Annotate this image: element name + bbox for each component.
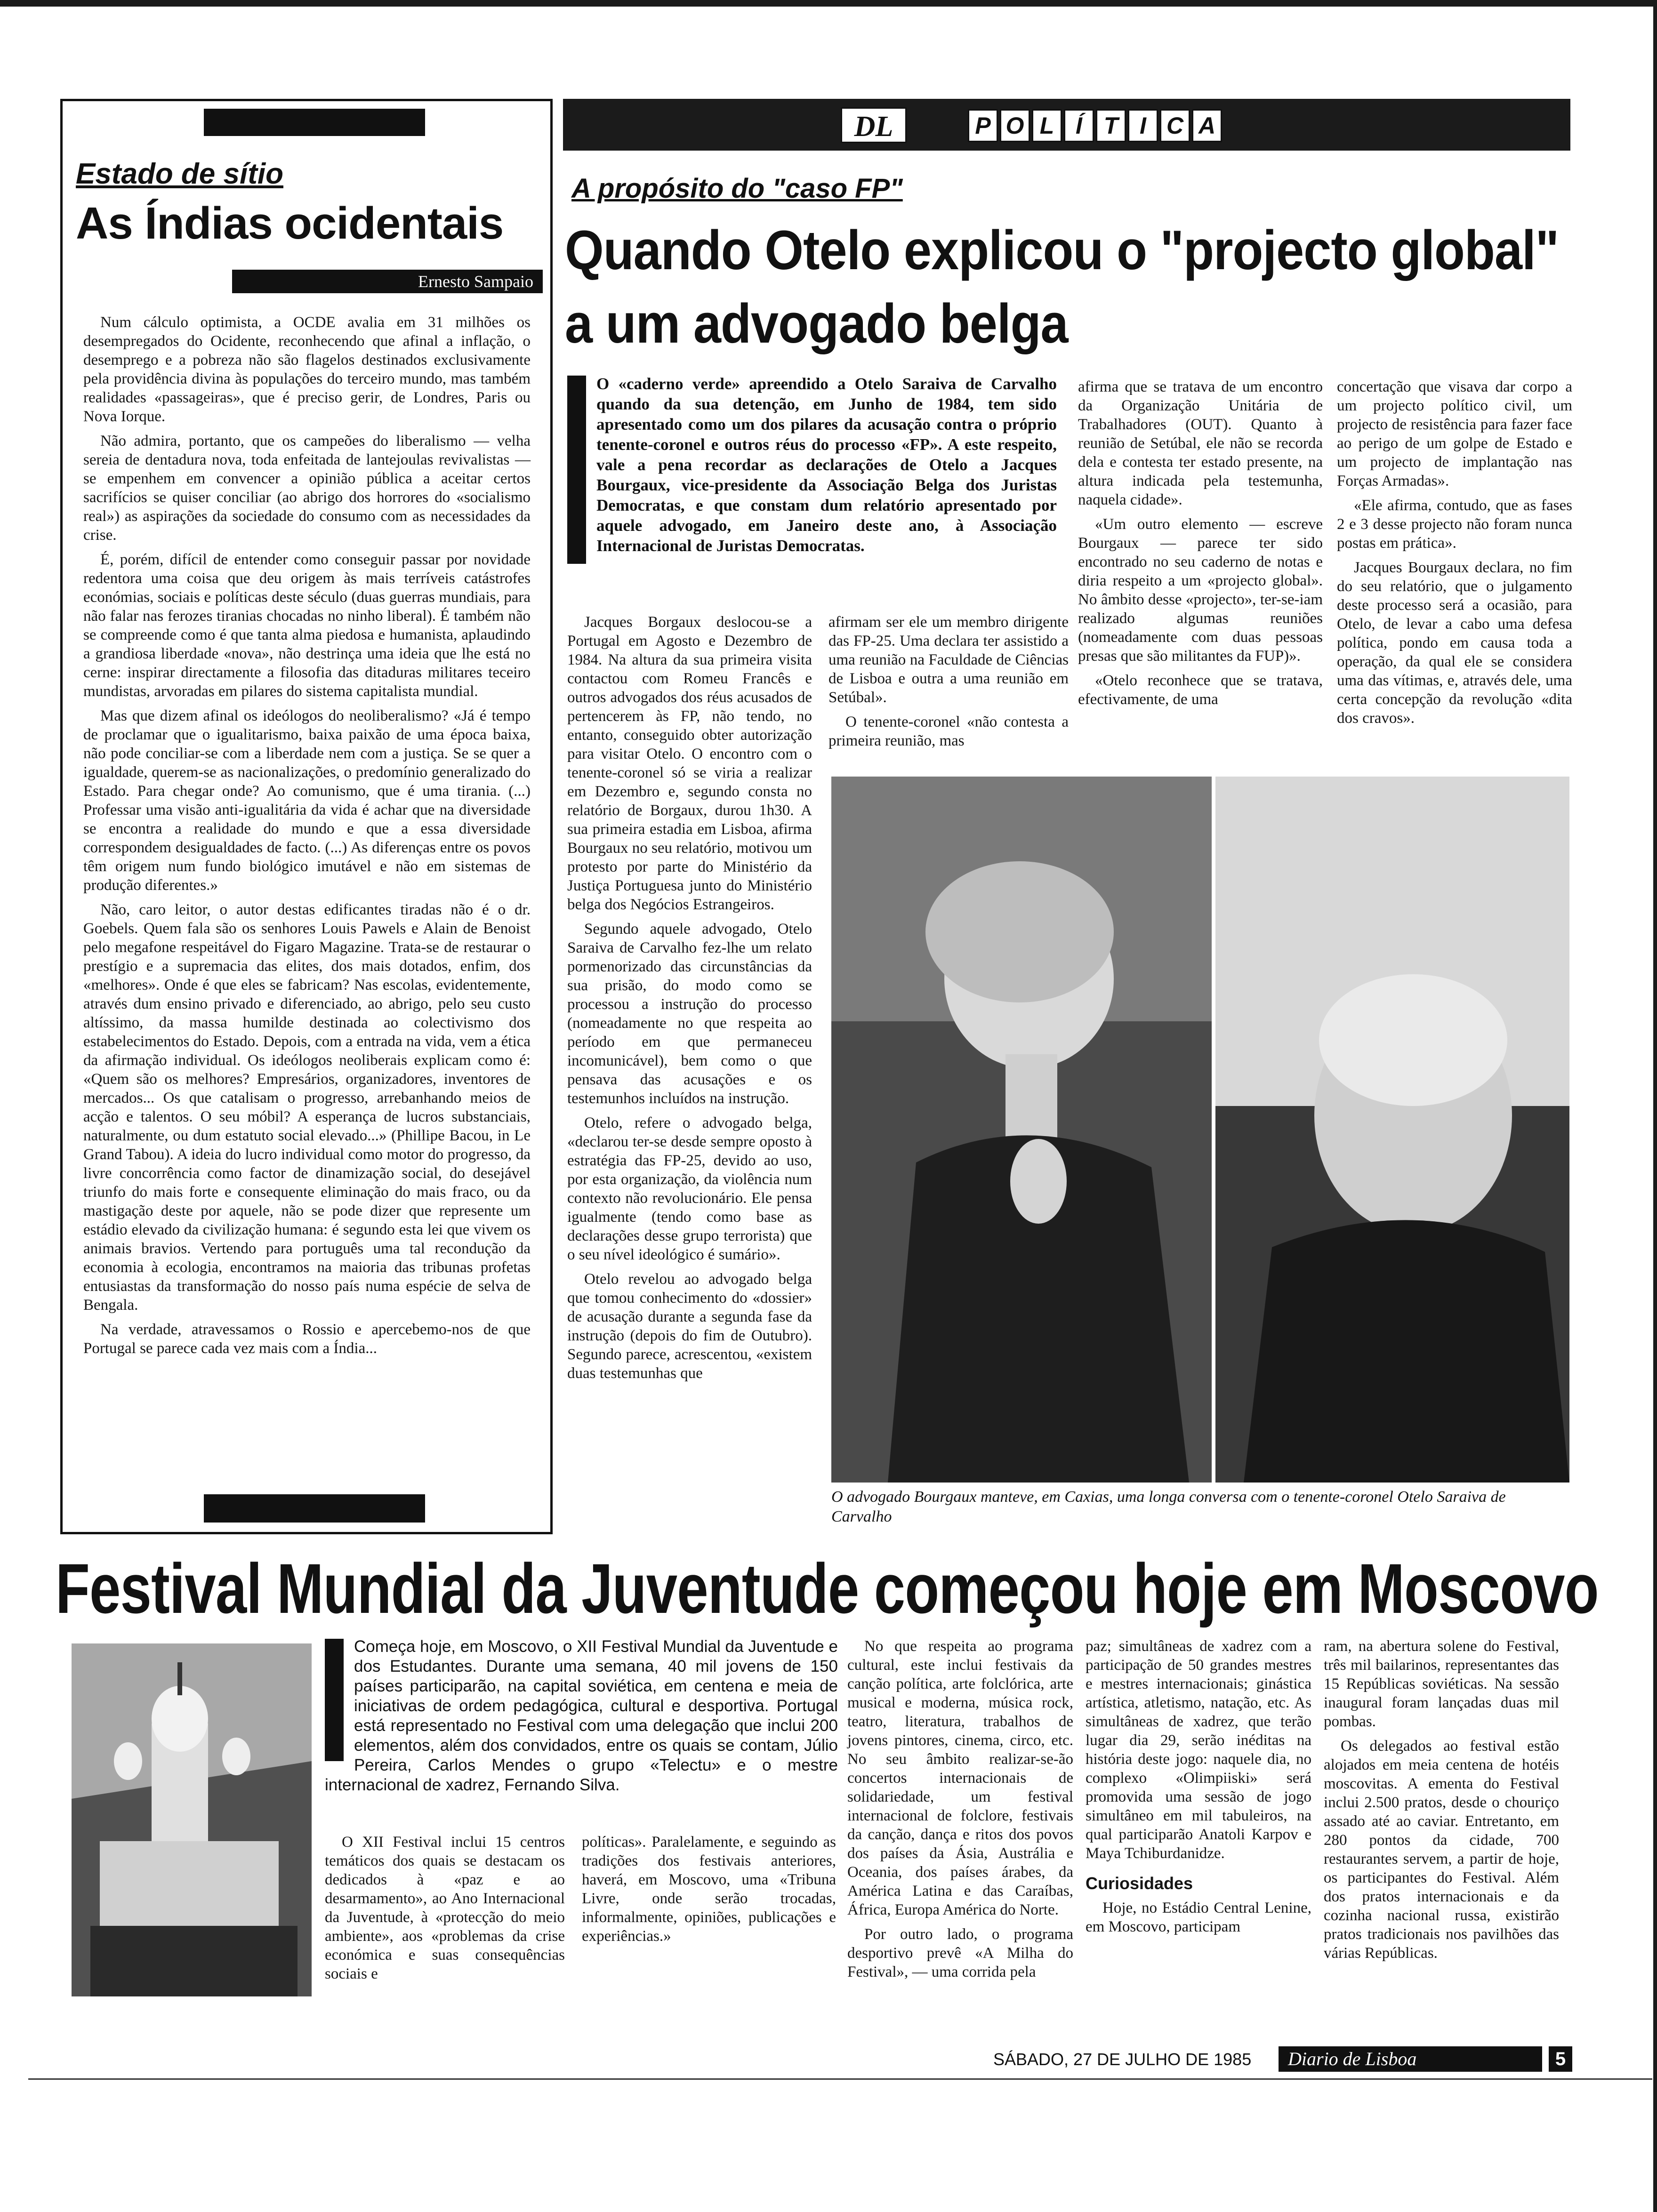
left-title: As Índias ocidentais <box>76 198 504 248</box>
page-top-rule <box>0 0 1657 7</box>
left-paragraph: Num cálculo optimista, a OCDE avalia em 31 milhões os desempregados do Ocidente, reconhecendo que afinal a inflação, o desemprego e a pobreza não são flagelos destinados exclusivamente pela providência divina às populações do terceiro mundo, mas também realidades «passageiras», que é preciso gerir, de Londres, Paris ou Nova Iorque. <box>83 314 531 425</box>
section-masthead <box>563 99 1570 151</box>
otelo-paragraph: «Um outro elemento — escreve Bourgaux — parece ter sido encontrado no seu caderno de notas e diria respeito a um «projecto global». No âmbito desse «projecto», ter-se-iam realizado algumas reuniões (nomeadamente com duas pessoas presas que são militantes da FUP)». <box>1078 516 1323 665</box>
festival-paragraph: Por outro lado, o programa desportivo prevê «A Milha do Festival», — uma corrida pela <box>847 1926 1073 1980</box>
otelo-headline-line1: Quando Otelo explicou o "projecto global" <box>565 219 1559 281</box>
section-letter: T <box>1096 109 1126 142</box>
otelo-col-a <box>567 613 812 1388</box>
otelo-col-b <box>828 613 1069 756</box>
otelo-headline-line2: a um advogado belga <box>565 293 1068 355</box>
otelo-paragraph: Jacques Bourgaux declara, no fim do seu relatório, que o julgamento deste processo será a ocasião, para Otelo, de levar a cabo uma defesa política, pondo em causa toda a operação, da qual ele se considera uma das vítimas, e, através dele, uma certa concepção da revolução «dita dos cravos». <box>1337 559 1572 727</box>
otelo-photo-drawing <box>1215 777 1569 1483</box>
otelo-paragraph: concertação que visava dar corpo a um projecto político civil, um projecto de resistência para fazer face ao perigo de um golpe de Estado e um projecto de implantação nas Forças Armadas». <box>1337 378 1572 489</box>
footer-page-number: 5 <box>1549 2046 1572 2072</box>
festival-paragraph: Os delegados ao festival estão alojados em meia centena de hotéis moscovitas. A ementa do Festival inclui 2.500 pratos, desde o chouriço assado até ao caviar. Entretanto, em 280 pontos da cidade, 700 restaurantes servem, a partir de hoje, os participantes do Festival. Além dos pratos internacionais e da cozinha nacional russa, existirão pratos tradicionais nos pavilhões das várias Repúblicas. <box>1324 1738 1559 1962</box>
photo-caption: O advogado Bourgaux manteve, em Caxias, uma longa conversa com o tenente-coronel Otelo Saraiva de Carvalho <box>831 1488 1506 1525</box>
otelo-paragraph: Jacques Borgaux deslocou-se a Portugal em Agosto e Dezembro de 1984. Na altura da sua primeira visita contactou com Romeu Francês e outros advogados dos réus acusados de pertencerem às FP, não tendo, no entanto, conseguido obter autorização para visitar Otelo. O encontro com o tenente-coronel só se viria a realizar em Dezembro e, segundo consta no relatório de Borgaux, durou 1h30. A sua primeira estadia em Lisboa, afirma Bourgaux no seu relatório, motivou um protesto por parte do Ministério da Justiça Portuguesa junto do Ministério belga dos Negócios Estrangeiros. <box>567 614 812 913</box>
kicker: Estado de sítio <box>76 158 283 190</box>
page-bottom-rule <box>28 2078 1652 2080</box>
bourgaux-photo <box>831 777 1212 1483</box>
festival-col-d <box>1086 1637 1311 1942</box>
otelo-lead-block <box>567 374 1057 564</box>
otelo-col-d <box>1337 377 1572 733</box>
otelo-lead: O «caderno verde» apreendido a Otelo Saraiva de Carvalho quando da sua detenção, em Junho de 1984, tem sido apresentado como um dos pilares da acusação contra o próprio tenente-coronel e outros réus do processo «FP». A este respeito, vale a pena recordar as declarações de Otelo a Jacques Bourgaux, vice-presidente da Associação Belga dos Juristas Democratas, e que constam dum relatório apresentado por aquele advogado, em Janeiro deste ano, à Associação Internacional de Juristas Democratas. <box>596 375 1057 555</box>
moscow-church-photo <box>72 1643 312 1996</box>
festival-paragraph: políticas». Paralelamente, e seguindo as tradições dos festivais anteriores, haverá, em Moscovo, uma «Tribuna Livre, onde serão trocadas, informalmente, opiniões, publicações e experiências.» <box>582 1834 836 1945</box>
left-paragraph: Na verdade, atravessamos o Rossio e apercebemo-nos de que Portugal se parece cada vez mais com a Índia... <box>83 1321 531 1357</box>
section-letter: C <box>1160 109 1190 142</box>
footer-date: SÁBADO, 27 DE JULHO DE 1985 <box>993 2050 1252 2069</box>
left-paragraph: É, porém, difícil de entender como conseguir passar por novidade redentora uma coisa que deu origem às mais terríveis catástrofes económias, sociais e políticas deste século (duas guerras mundiais, para não falar nas ferozes tiranias chocadas no ninho liberal). É também não se compreende como é que tanta alma piedosa e humanista, aplaudindo a grandiosa liberdade «nova», não destrinça uma ideia que lhe está no cerne: inspirar directamente a filosofia das ditaduras militares teceiro mundistas, arvoradas em pilares do sistema capitalista mundial. <box>83 551 531 700</box>
otelo-kicker: A propósito do "caso FP" <box>571 173 903 204</box>
otelo-paragraph: afirmam ser ele um membro dirigente das FP-25. Uma declara ter assistido a uma reunião na Faculdade de Ciências de Lisboa e outra a uma reunião em Setúbal». <box>828 614 1069 706</box>
church-photo-drawing <box>72 1643 312 1996</box>
left-column-box <box>60 99 553 1534</box>
festival-lead-block <box>325 1637 838 1795</box>
festival-paragraph: paz; simultâneas de xadrez com a participação de 50 grandes mestres e mestres internacionais; ginástica artística, atletismo, natação, etc. As simultâneas de xadrez, que terão lugar dia 29, serão inéditas na história deste jogo: naquele dia, no complexo «Olimpiiski» será promovida uma sessão de jogo simultâneo em mil tabuleiros, na qual participarão Anatoli Karpov e Maya Tchiburdanidze. <box>1086 1638 1311 1862</box>
left-paragraph: Não admira, portanto, que os campeões do liberalismo — velha sereia de dentadura nova, toda enfeitada de lantejoulas revivalistas — se empenhem em convencer a opinião pública a aceitar certos sacrifícios se quiser conciliar (ao abrigo dos horrores do «socialismo real») as aspirações da sociedade do consumo com as necessidades da crise. <box>83 433 531 544</box>
left-bottom-black-bar <box>204 1494 425 1523</box>
otelo-paragraph: «Ele afirma, contudo, que as fases 2 e 3 desse projecto não foram nunca postas em prática». <box>1337 497 1572 552</box>
section-title-letters <box>968 109 1224 142</box>
festival-paragraph: O XII Festival inclui 15 centros temáticos dos quais se destacam os dedicados à «paz e ao desarmamento», ao Ano Internacional da Juventude, à «protecção do meio ambiente», aos «problemas da crise económica e suas consequências sociais e <box>325 1834 565 1982</box>
otelo-paragraph: afirma que se tratava de um encontro da Organização Unitária de Trabalhadores (OUT). Quanto à reunião de Setúbal, ele não se recorda dela e contesta ter estado presente, na altura indicada pela testemunha, naquela cidade». <box>1078 378 1323 508</box>
festival-paragraph: ram, na abertura solene do Festival, três mil bailarinos, representantes das 15 Repúblicas soviéticas. Na sessão inaugural foram lançadas duas mil pombas. <box>1324 1638 1559 1730</box>
section-letter: P <box>968 109 998 142</box>
section-letter: L <box>1032 109 1062 142</box>
otelo-paragraph: Otelo, refere o advogado belga, «declarou ter-se desde sempre oposto à estratégia das FP-25, devido ao uso, por esta organização, da violência num contexto não revolucionário. Ele pensa igualmente (tendo como base as declarações desse grupo terrorista) que o seu nível ideológico é sumário». <box>567 1114 812 1263</box>
section-letter: O <box>1000 109 1030 142</box>
left-top-black-bar <box>204 109 425 136</box>
otelo-col-c <box>1078 377 1323 714</box>
festival-paragraph: Hoje, no Estádio Central Lenine, em Moscovo, participam <box>1086 1899 1311 1935</box>
festival-col-a <box>325 1833 565 1989</box>
otelo-paragraph: Otelo revelou ao advogado belga que tomou conhecimento do «dossier» de acusação durante a segunda fase da instrução (depois do fim de Outubro). Segundo parece, acrescentou, «existem duas testemunhas que <box>567 1271 812 1382</box>
lead-drop-bar <box>567 376 586 564</box>
otelo-paragraph: «Otelo reconhece que se tratava, efectivamente, de uma <box>1078 672 1323 708</box>
page-right-rule <box>1653 0 1657 2212</box>
dl-logo: DL <box>841 107 907 143</box>
festival-col-c <box>847 1637 1073 1987</box>
bourgaux-photo-drawing <box>831 777 1212 1483</box>
author-name: Ernesto Sampaio <box>418 272 533 291</box>
festival-col-b <box>582 1833 836 1951</box>
otelo-paragraph: O tenente-coronel «não contesta a primeira reunião, mas <box>828 713 1069 749</box>
left-paragraph: Mas que dizem afinal os ideólogos do neoliberalismo? «Já é tempo de proclamar que o igualitarismo, baixa paixão de uma época baixa, não pode conciliar-se com a liberdade nem com a justiça. Se se quer a igualdade, querem-se as nacionalizações, o predomínio generalizado do Estado. Para chegar onde? Ao comunismo, que é uma tirania. (...) Professar uma visão anti-igualitária da vida é achar que na diversidade se encontra a realidade do mundo e que a essa diversidade correspondem desigualdades de facto. (...) As diferenças entre os povos têm origem num fundo biológico imutável e não em sistemas de produção diferentes.» <box>83 707 531 894</box>
section-letter: A <box>1192 109 1222 142</box>
section-letter: I <box>1128 109 1158 142</box>
festival-subhead: Curiosidades <box>1086 1874 1193 1893</box>
festival-lead: Começa hoje, em Moscovo, o XII Festival Mundial da Juventude e dos Estudantes. Durante uma semana, 40 mil jovens de 150 países participarão, na capital soviética, em centena e meia de iniciativas de ordem pedagógica, cultural e desportiva. Portugal está representado no Festival com uma delegação que inclui 200 elementos, além dos convidados, entre os quais se contam, Júlio Pereira, Carlos Mendes o grupo «Telectu» e o mestre internacional de xadrez, Fernando Silva. <box>325 1637 838 1794</box>
left-paragraph: Não, caro leitor, o autor destas edificantes tiradas não é o dr. Goebels. Quem fala são os senhores Louis Pawels e Alain de Benoist pelo megafone respeitável do Figaro Magazine. Trata-se de restaurar o prestígio e a supremacia das elites, dos mais dotados, enfim, dos «melhores». Onde é que eles se fabricam? Nas escolas, evidentemente, através dum ensino privado e diferenciado, ao abrigo, pelo seu custo altíssimo, da massa humilde destinada ao colectivismo dos estabelecimentos do Estado. Depois, com a entrada na vida, vem a ética da afirmação individual. Os ideólogos neoliberais explicam como é: «Quem são os melhores? Empresários, organizadores, inventores de mercados... Os que catalisam o progresso, arrebanhando meios de acção e talentos. O seu móbil? A esperança de lucros substanciais, naturalmente, ou dum estatuto social elevado...» (Phillipe Bacou, in Le Grand Tabou). A ideia do lucro individual como motor do progresso, da livre concorrência como factor de dinamização social, do desejável triunfo do mais forte e consequente eliminação do mais fraco, ou da mastigação deste por aquele, não se pode dizer que represente um estádio elevado da civilização humana: é segundo esta lei que vivem os animais bravios. Vertendo para português uma tal recondução da economia à ecologia, encontramos na maioria das tribunas profetas entusiastas da transformação do nosso país numa espécie de selva de Bengala. <box>83 901 531 1314</box>
section-letter: Í <box>1064 109 1094 142</box>
festival-drop-bar <box>325 1639 344 1761</box>
festival-col-e <box>1324 1637 1559 1968</box>
left-body <box>83 313 531 1363</box>
otelo-paragraph: Segundo aquele advogado, Otelo Saraiva de Carvalho fez-lhe um relato pormenorizado das circunstâncias da sua prisão, do modo como se processou a instrução do processo (nomeadamente no que respeita ao período em que permaneceu incomunicável), bem como o que pensava das acusações e os testemunhos incluídos na instrução. <box>567 921 812 1107</box>
otelo-photo <box>1215 777 1569 1483</box>
footer-paper-name: Diario de Lisboa <box>1279 2046 1542 2072</box>
festival-paragraph: No que respeita ao programa cultural, este inclui festivais da canção política, arte folclórica, arte musical e moderna, música rock, teatro, literatura, trabalhos de jovens pintores, cinema, circo, etc. No seu âmbito realizar-se-ão concertos internacionais de solidariedade, um festival internacional de folclore, festivais da canção, dança e ritos dos povos dos países da Ásia, Austrália e Oceania, dos países árabes, da América Latina e das Caraíbas, África, Europa América do Norte. <box>847 1638 1073 1918</box>
festival-headline: Festival Mundial da Juventude começou hoje em Moscovo <box>56 1549 1599 1628</box>
